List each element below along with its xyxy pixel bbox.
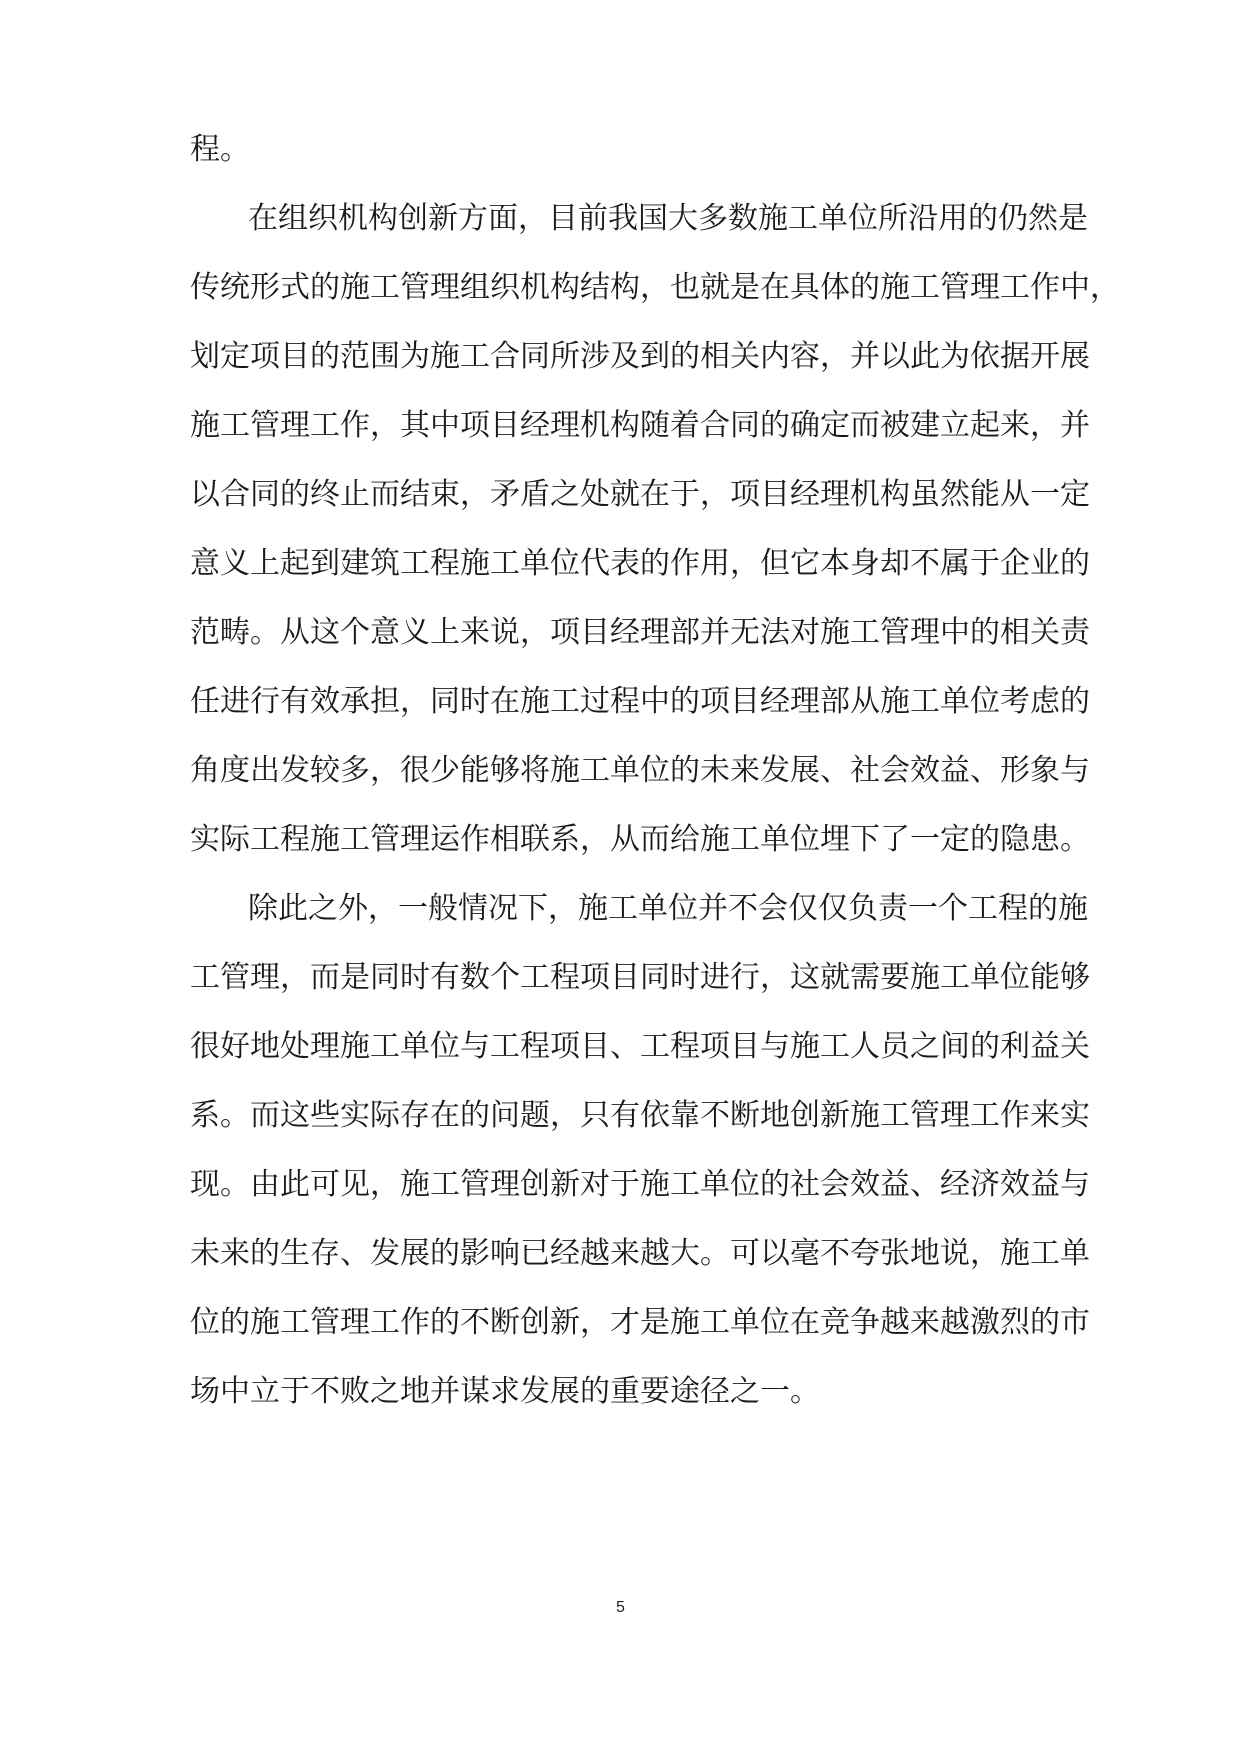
paragraph-line: 系。而这些实际存在的问题，只有依靠不断地创新施工管理工作来实 (190, 1098, 1090, 1133)
paragraph-line: 任进行有效承担，同时在施工过程中的项目经理部从施工单位考虑的 (190, 684, 1090, 719)
paragraph-line: 实际工程施工管理运作相联系，从而给施工单位埋下了一定的隐患。 (190, 822, 1090, 857)
paragraph-line: 传统形式的施工管理组织机构结构，也就是在具体的施工管理工作中， (190, 270, 1120, 305)
paragraph-line: 未来的生存、发展的影响已经越来越大。可以毫不夸张地说，施工单 (190, 1236, 1090, 1271)
paragraph-line: 划定项目的范围为施工合同所涉及到的相关内容，并以此为依据开展 (190, 339, 1090, 374)
paragraph-line: 施工管理工作，其中项目经理机构随着合同的确定而被建立起来，并 (190, 408, 1090, 443)
page-number: 5 (616, 1599, 625, 1616)
paragraph-line: 工管理，而是同时有数个工程项目同时进行，这就需要施工单位能够 (190, 960, 1090, 995)
paragraph-line: 很好地处理施工单位与工程项目、工程项目与施工人员之间的利益关 (190, 1029, 1090, 1064)
paragraph-line: 在组织机构创新方面，目前我国大多数施工单位所沿用的仍然是 (248, 201, 1088, 236)
paragraph-line: 现。由此可见，施工管理创新对于施工单位的社会效益、经济效益与 (190, 1167, 1090, 1202)
paragraph-line: 位的施工管理工作的不断创新，才是施工单位在竞争越来越激烈的市 (190, 1305, 1090, 1340)
paragraph-line: 程。 (190, 132, 250, 167)
paragraph-line: 除此之外，一般情况下，施工单位并不会仅仅负责一个工程的施 (248, 891, 1088, 926)
paragraph-line: 以合同的终止而结束，矛盾之处就在于，项目经理机构虽然能从一定 (190, 477, 1090, 512)
paragraph-line: 意义上起到建筑工程施工单位代表的作用，但它本身却不属于企业的 (190, 546, 1090, 581)
paragraph-line: 范畴。从这个意义上来说，项目经理部并无法对施工管理中的相关责 (190, 615, 1090, 650)
paragraph-line: 角度出发较多，很少能够将施工单位的未来发展、社会效益、形象与 (190, 753, 1090, 788)
paragraph-line: 场中立于不败之地并谋求发展的重要途径之一。 (190, 1374, 820, 1409)
